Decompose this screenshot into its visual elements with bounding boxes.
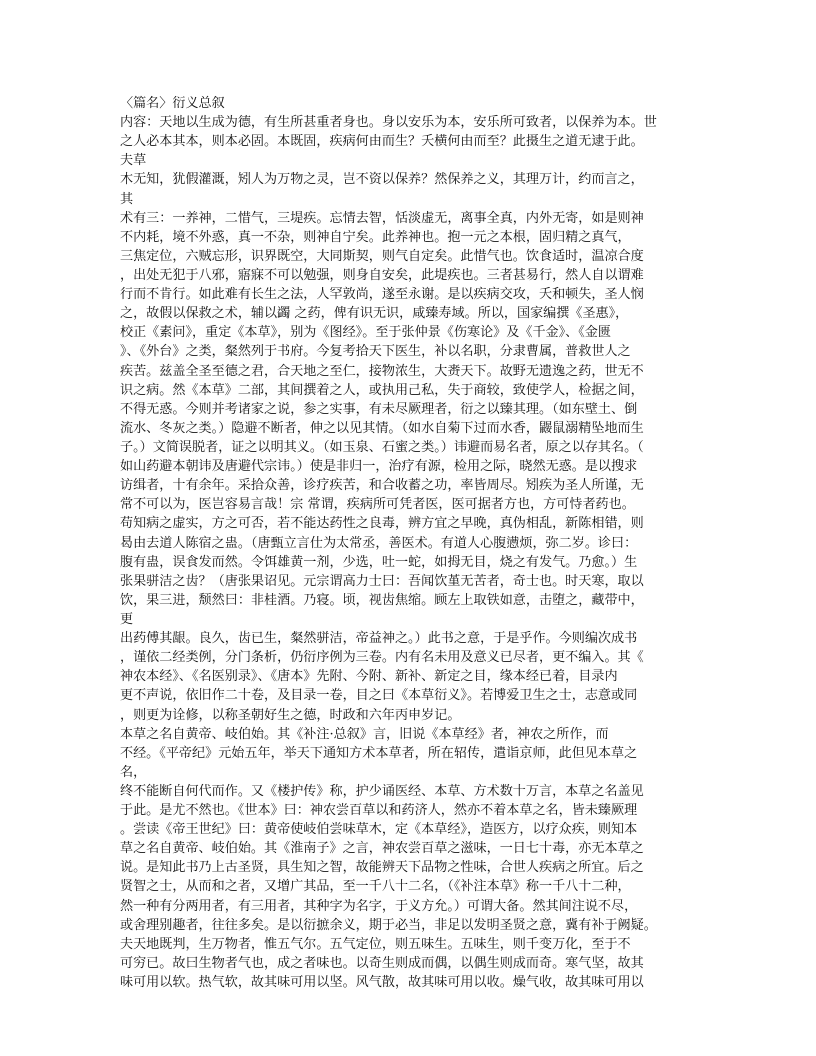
text-line: 疾苦。兹盖全圣至德之君，合天地之至仁，接物浓生，大赉天下。故野无遗逸之药，世无不 bbox=[120, 363, 644, 379]
text-line: 其 bbox=[120, 191, 134, 207]
text-line: ，出处无犯于八邪，寤寐不可以勉强，则身自安矣，此堤疾也。三者甚易行，然人自以谓难 bbox=[120, 267, 644, 283]
text-line: 〈篇名〉衍义总叙 bbox=[120, 96, 225, 111]
text-line: 夫天地既判，生万物者，惟五气尔。五气定位，则五味生。五味生，则千变万化，至于不 bbox=[120, 936, 631, 952]
text-line: 不内耗，境不外惑，真一不杂，则神自宁矣。此养神也。抱一元之本根，固归精之真气， bbox=[120, 229, 631, 245]
text-line: 草之名自黄帝、岐伯始。其《淮南子》之言，神农尝百草之滋味，一日七十毒，亦无本草之 bbox=[120, 841, 644, 857]
text-line: 更 bbox=[120, 611, 134, 627]
text-line: 贤智之士，从而和之者，又增广其品，至一千八十二名，（《补注本草》称一千八十二种， bbox=[120, 879, 631, 895]
text-line: 神农本经》、《名医别录》、《唐本》先附、今附、新补、新定之目，缘本经已着，目录内 bbox=[120, 669, 618, 685]
text-line: 。尝读《帝王世纪》曰：黄帝使岐伯尝味草木，定《本草经》，造医方，以疗众疾，则知本 bbox=[120, 822, 638, 838]
text-line: 饮，果三进，颓然曰：非桂酒。乃寝。顷，视齿焦缩。顾左上取铁如意，击堕之，藏带中， bbox=[120, 592, 644, 608]
text-line: 流水、冬灰之类。）隐避不断者，伸之以见其情。（如水自菊下过而水香，鼹鼠溺精坠地而生 bbox=[120, 420, 644, 436]
text-line: 可穷已。故曰生物者气也，成之者味也。以奇生则成而偶，以偶生则成而奇。寒气坚，故其 bbox=[120, 955, 644, 971]
text-line: 味可用以软。热气软，故其味可用以坚。风气散，故其味可用以收。燥气收，故其味可用以 bbox=[120, 975, 644, 991]
text-line: 然一种有分两用者，有三用者，其种字为名字，于义方允。）可谓大备。然其间注说不尽， bbox=[120, 898, 638, 914]
text-line: 张果骈洁之齿？（唐张果诏见。元宗谓高力士曰：吾闻饮堇无苦者，奇士也。时天寒，取以 bbox=[120, 573, 644, 589]
text-line: 出药傅其龈。良久，齿已生，粲然骈洁，帝益神之。）此书之意，于是乎作。今则编次成书 bbox=[120, 631, 638, 647]
text-line: 三焦定位，六贼忘形，识界既空，大同斯契，则气自定矣。此惜气也。饮食适时，温凉合度 bbox=[120, 248, 644, 264]
text-line: 不经。《平帝纪》元始五年，举天下通知方术本草者，所在轺传，遣诣京师，此但见本草之 bbox=[120, 745, 638, 761]
text-line: 曷由去道人陈宿之蛊。（唐甄立言仕为太常丞，善医术。有道人心腹懑烦，弥二岁。诊曰： bbox=[120, 535, 638, 551]
text-line: 说。是知此书乃上古圣贤，具生知之智，故能辨天下品物之性味，合世人疾病之所宜。后之 bbox=[120, 860, 644, 876]
text-line: 本草之名自黄帝、岐伯始。其《补注·总叙》言，旧说《本草经》者，神农之所作，而 bbox=[120, 726, 609, 742]
text-line: 名， bbox=[120, 764, 147, 780]
text-line: 或舍理别趣者，往往多矣。是以衍摭余义，期于必当，非足以发明圣贤之意，冀有补于阙疑。 bbox=[120, 917, 657, 933]
text-line: 行而不肯行。如此难有长生之法，人罕敦尚，遂至永谢。是以疾病交攻，夭和顿失，圣人悯 bbox=[120, 287, 644, 303]
text-line: 》、《外台》之类，粲然列于书府。今复考拾天下医生，补以名职，分隶曹属，普救世人之 bbox=[120, 344, 631, 360]
text-line: ，则更为诠修，以称圣朝好生之德，时政和六年丙申岁记。 bbox=[120, 707, 461, 723]
text-line: 不得无惑。今则并考诸家之说，参之实事，有未尽厥理者，衍之以臻其理。（如东壁土、倒 bbox=[120, 401, 638, 417]
text-line: 之，故假以保救之术，辅以蠲 之药，俾有识无识，咸臻寿域。所以，国家编撰《圣惠》， bbox=[120, 306, 629, 322]
text-line: 腹有蛊，误食发而然。令饵雄黄一剂，少选，吐一蛇，如拇无目，烧之有发气。乃愈。）生 bbox=[120, 554, 638, 570]
text-line: 苟知病之虚实，方之可否，若不能达药性之良毒，辨方宜之早晚，真伪相乱，新陈相错，则 bbox=[120, 516, 644, 532]
text-line: 校正《素问》，重定《本草》，别为《图经》。至于张仲景《伤寒论》及《千金》、《金匮 bbox=[120, 325, 611, 341]
text-line: 如山药避本朝讳及唐避代宗讳。）使是非归一，治疗有源，检用之际，晓然无惑。是以搜求 bbox=[120, 459, 638, 475]
text-line: 木无知，犹假灌溉，矧人为万物之灵，岂不资以保养？然保养之义，其理万计，约而言之， bbox=[120, 172, 644, 188]
text-line: 识之病。然《本草》二部，其间撰着之人，或执用己私，失于商较，致使学人，检据之间， bbox=[120, 382, 644, 398]
text-line: 内容：天地以生成为德，有生所甚重者身也。身以安乐为本，安乐所可致者，以保养为本。世 bbox=[120, 115, 657, 131]
text-line: ，谨依二经类例，分门条析，仍衍序例为三卷。内有名未用及意义已尽者，更不编入。其《 bbox=[120, 650, 644, 666]
text-line: 更不声说，依旧作二十卷，及目录一卷，目之曰《本草衍义》。若博爱卫生之士，志意或同 bbox=[120, 688, 638, 704]
text-line: 常不可以为，医岂容易言哉！宗 常谓，疾病所可凭者医，医可据者方也，方可恃者药也。 bbox=[120, 497, 635, 513]
text-line: 之人必本其本，则本必固。本既固，疾病何由而生？夭横何由而至？此摄生之道无逮于此。 bbox=[120, 134, 644, 150]
text-line: 夫草 bbox=[120, 153, 147, 169]
text-line: 访缉者，十有余年。采拾众善，诊疗疾苦，和合收蓄之功，率皆周尽。矧疾为圣人所谨，无 bbox=[120, 478, 644, 494]
document-page bbox=[120, 94, 700, 992]
text-line: 于此。是尤不然也。《世本》曰：神农尝百草以和药济人，然亦不着本草之名，皆未臻厥理 bbox=[120, 803, 638, 819]
text-line: 终不能断自何代而作。又《楼护传》称，护少诵医经、本草、方术数十万言，本草之名盖见 bbox=[120, 783, 644, 799]
text-line: 术有三：一养神，二惜气，三堤疾。忘情去智，恬淡虚无，离事全真，内外无寄，如是则神 bbox=[120, 210, 644, 226]
text-line: 子。）文简误脱者，证之以明其义。（如玉泉、石蜜之类。）讳避而易名者，原之以存其名。（ bbox=[120, 439, 644, 455]
